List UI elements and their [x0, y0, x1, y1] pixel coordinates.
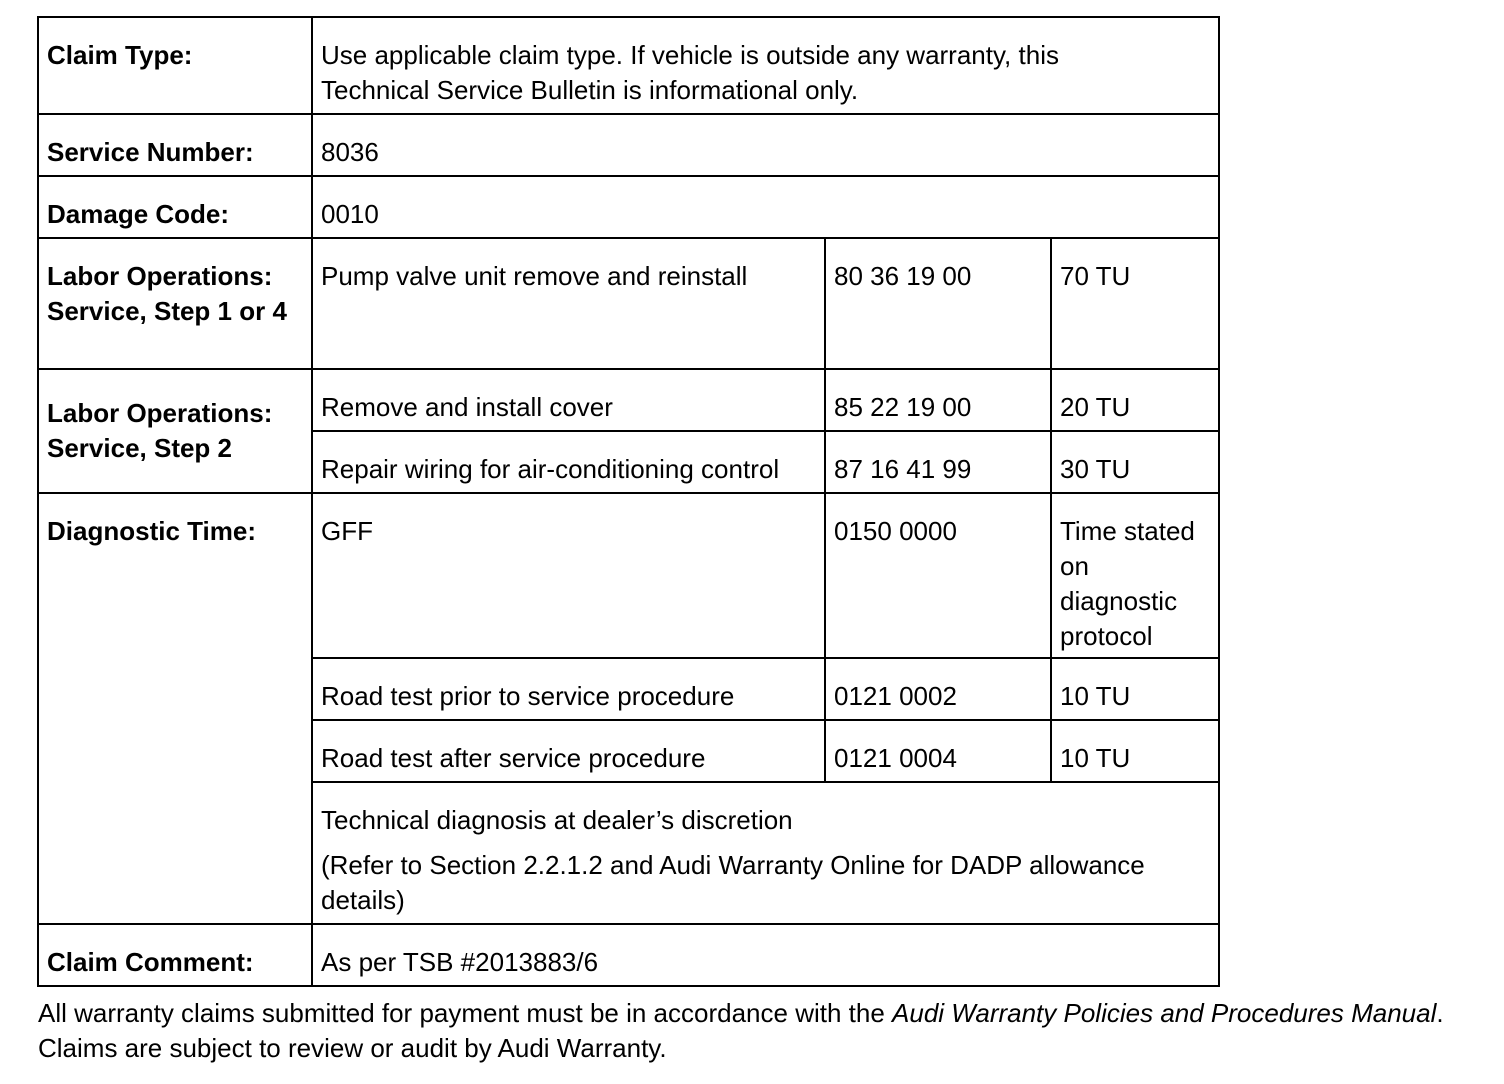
- labor-op-description: Pump valve unit remove and reinstall: [312, 238, 825, 369]
- claim-type-value-line1: Use applicable claim type. If vehicle is outside any warranty, this: [321, 40, 1059, 70]
- diagnostic-description: Road test prior to service procedure: [312, 658, 825, 720]
- labor-op-code: 85 22 19 00: [825, 369, 1051, 431]
- damage-code-label: Damage Code:: [38, 176, 312, 238]
- claim-type-value-line2: Technical Service Bulletin is informational only.: [321, 75, 859, 105]
- labor-op-description: Remove and install cover: [312, 369, 825, 431]
- diagnostic-note-line2: (Refer to Section 2.2.1.2 and Audi Warranty Online for DADP allowance details): [321, 850, 1145, 915]
- diagnostic-code: 0121 0002: [825, 658, 1051, 720]
- labor-op-code: 80 36 19 00: [825, 238, 1051, 369]
- claim-type-value: [312, 17, 1219, 114]
- diagnostic-time-value: Time stated on diagnostic protocol: [1051, 493, 1219, 658]
- labor-op-code: 87 16 41 99: [825, 431, 1051, 493]
- service-number-value: 8036: [312, 114, 1219, 176]
- labor-op-time: 20 TU: [1051, 369, 1219, 431]
- diagnostic-code: 0121 0004: [825, 720, 1051, 782]
- diagnostic-code: 0150 0000: [825, 493, 1051, 658]
- diagnostic-time-label: Diagnostic Time:: [38, 493, 312, 924]
- footer-text-before: All warranty claims submitted for payment must be in accordance with the: [38, 998, 893, 1028]
- row-labor-ops-step-1-or-4: [38, 238, 1219, 369]
- diagnostic-description: GFF: [312, 493, 825, 658]
- damage-code-value: 0010: [312, 176, 1219, 238]
- service-number-label: Service Number:: [38, 114, 312, 176]
- claim-comment-value: As per TSB #2013883/6: [312, 924, 1219, 986]
- row-labor-ops-step-2: [38, 369, 1219, 431]
- row-damage-code: [38, 176, 1219, 238]
- warranty-manual-title: Audi Warranty Policies and Procedures Manual: [892, 998, 1437, 1028]
- footer-text-after: . Claims are subject to review or audit by Audi Warranty.: [38, 998, 1444, 1063]
- labor-op-description: Repair wiring for air-conditioning control: [312, 431, 825, 493]
- labor-ops-2-label: Labor Operations: Service, Step 2: [38, 369, 312, 493]
- diagnostic-time-value: 10 TU: [1051, 720, 1219, 782]
- diagnostic-note: [312, 782, 1219, 924]
- row-service-number: [38, 114, 1219, 176]
- labor-op-time: 30 TU: [1051, 431, 1219, 493]
- labor-op-time: 70 TU: [1051, 238, 1219, 369]
- row-claim-comment: [38, 924, 1219, 986]
- claim-type-label: Claim Type:: [38, 17, 312, 114]
- row-diagnostic-time: [38, 493, 1219, 658]
- warranty-footer-note: [38, 996, 1478, 1066]
- claim-comment-label: Claim Comment:: [38, 924, 312, 986]
- diagnostic-description: Road test after service procedure: [312, 720, 825, 782]
- warranty-claim-table: [37, 16, 1220, 987]
- labor-ops-1-label: Labor Operations: Service, Step 1 or 4: [38, 238, 312, 369]
- diagnostic-time-value: 10 TU: [1051, 658, 1219, 720]
- diagnostic-note-line1: Technical diagnosis at dealer’s discretion: [321, 805, 793, 835]
- row-claim-type: [38, 17, 1219, 114]
